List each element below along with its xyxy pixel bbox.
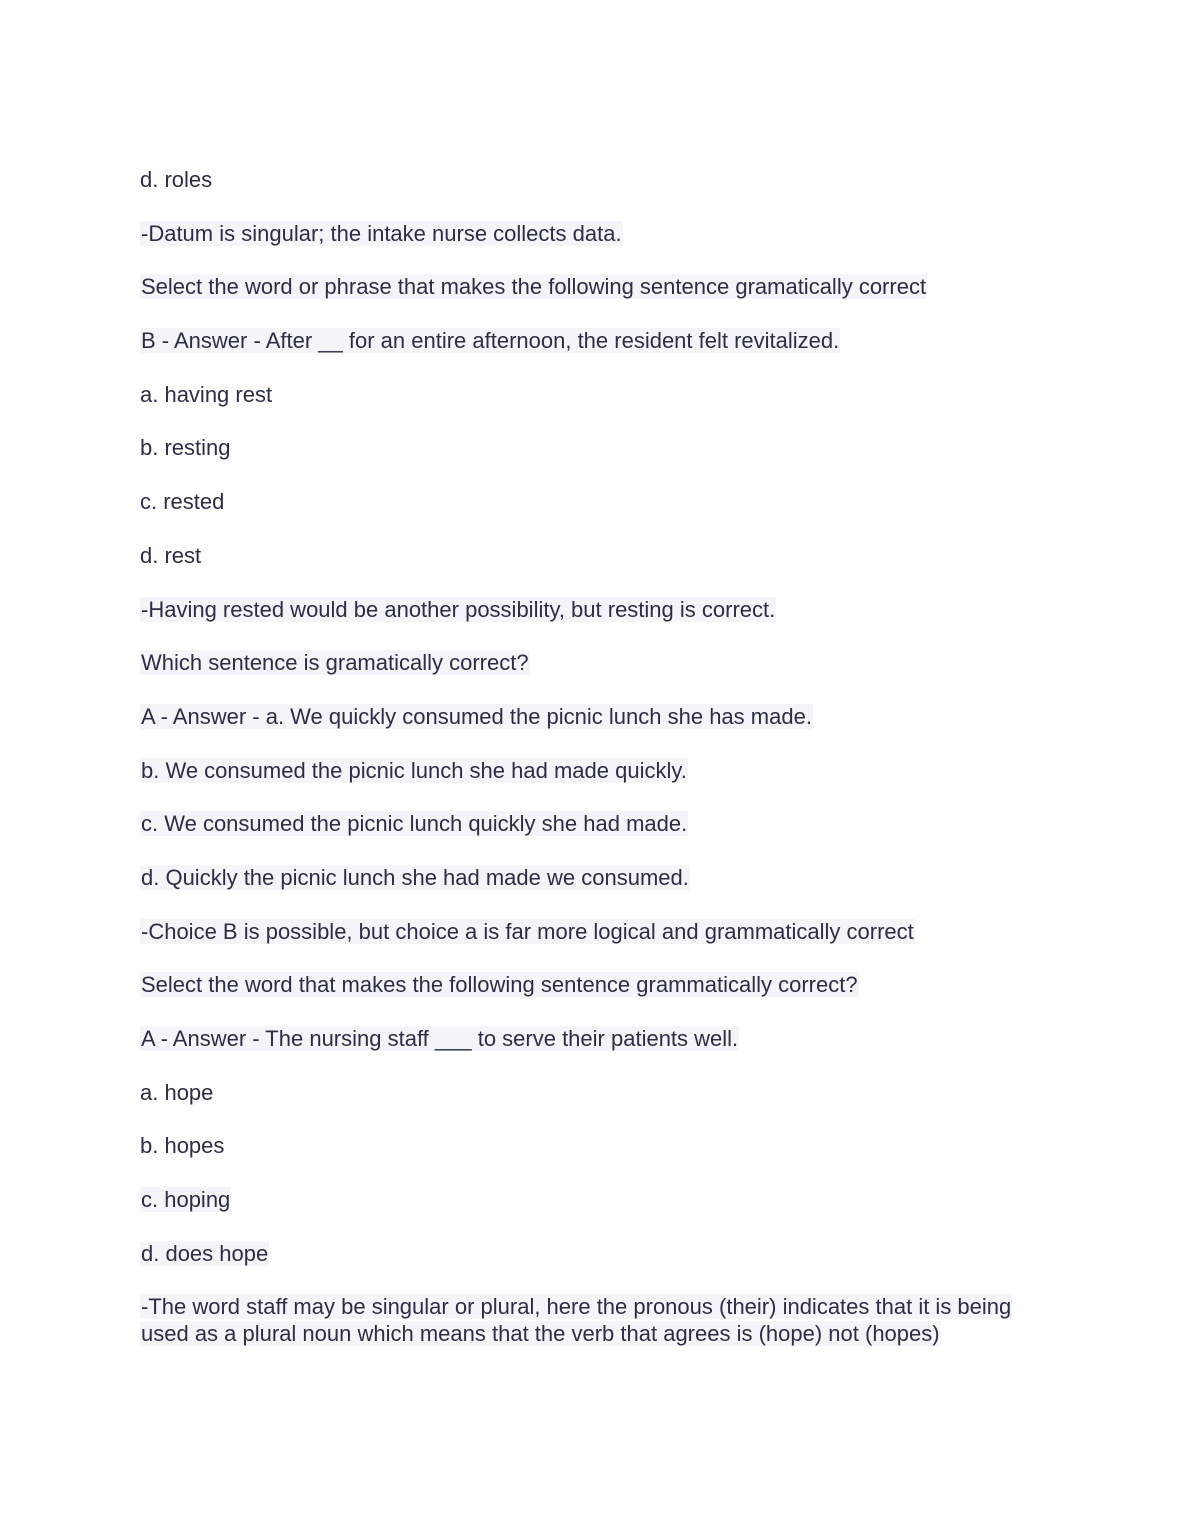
text: d. roles	[140, 167, 213, 192]
text: Select the word or phrase that makes the following sentence gramatically correct	[141, 274, 927, 300]
text: A - Answer - The nursing staff ___ to serve their patients well.	[141, 1026, 739, 1051]
answer-option-c	[140, 810, 1020, 837]
text: d. rest	[140, 542, 202, 568]
text: -Having rested would be another possibility, but resting is correct.	[141, 596, 776, 622]
answer-option-a	[140, 1079, 1020, 1106]
text: -The word staff may be singular or plural, here the pronous (their) indicates that it is being used as a plural noun which means that the verb that agrees is (hope) not (hopes)	[141, 1294, 1012, 1347]
text: Select the word that makes the following sentence grammatically correct?	[141, 972, 858, 998]
question-prompt	[140, 273, 1020, 300]
text: c. We consumed the picnic lunch quickly she had made.	[141, 811, 688, 837]
answer-option-b	[140, 434, 1020, 461]
question-answer	[140, 327, 1020, 354]
answer-option-b	[140, 757, 1020, 784]
text: Which sentence is gramatically correct?	[141, 650, 529, 676]
answer-option-d	[140, 542, 1020, 569]
question-answer	[140, 1025, 1020, 1052]
text: d. does hope	[141, 1240, 269, 1266]
explanation	[140, 1293, 1020, 1347]
document-page	[140, 166, 1020, 1374]
text: a. having rest	[140, 381, 273, 407]
text: A - Answer - a. We quickly consumed the picnic lunch she has made.	[141, 703, 812, 729]
text: b. hopes	[140, 1133, 225, 1159]
question-prompt	[140, 649, 1020, 676]
text: -Datum is singular; the intake nurse collects data.	[141, 220, 622, 246]
answer-option-d	[140, 166, 1020, 193]
answer-option-c	[140, 1186, 1020, 1213]
answer-option-c	[140, 488, 1020, 515]
answer-option-d	[140, 864, 1020, 891]
text: -Choice B is possible, but choice a is far more logical and grammatically correct	[141, 918, 914, 944]
text: b. resting	[140, 435, 231, 461]
text: c. rested	[140, 489, 225, 515]
text: b. We consumed the picnic lunch she had made quickly.	[141, 757, 687, 783]
text: a. hope	[140, 1079, 214, 1105]
answer-option-d	[140, 1240, 1020, 1267]
text: d. Quickly the picnic lunch she had made we consumed.	[141, 864, 689, 890]
text: c. hoping	[141, 1187, 231, 1213]
answer-option-a	[140, 381, 1020, 408]
question-answer	[140, 703, 1020, 730]
text: B - Answer - After __ for an entire afternoon, the resident felt revitalized.	[141, 328, 840, 354]
explanation	[140, 220, 1020, 247]
explanation	[140, 918, 1020, 945]
answer-option-b	[140, 1132, 1020, 1159]
question-prompt	[140, 971, 1020, 998]
explanation	[140, 596, 1020, 623]
